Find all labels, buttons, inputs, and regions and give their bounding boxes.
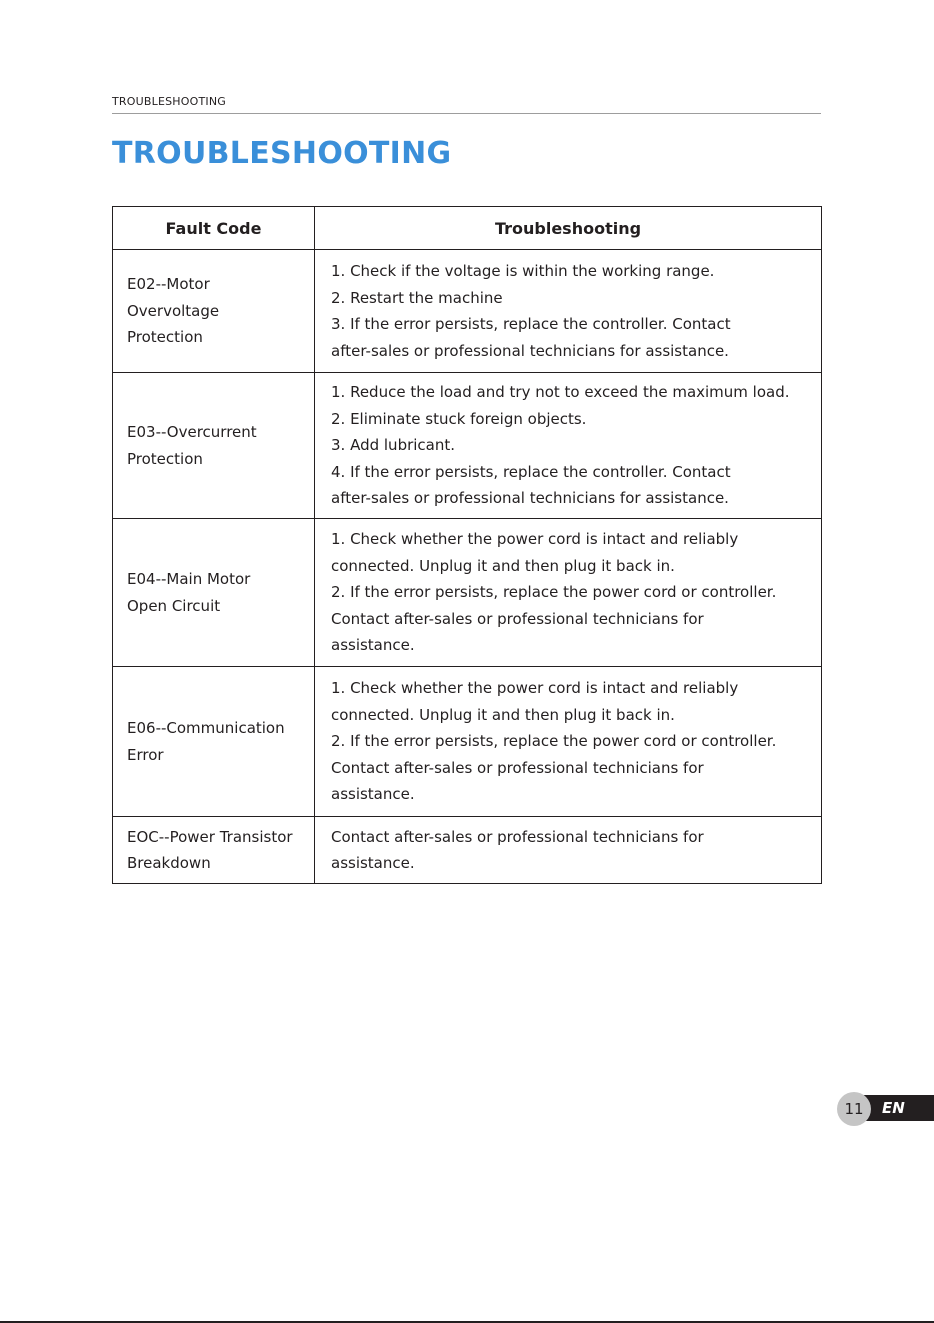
troubleshooting-cell: [315, 817, 822, 884]
fault-code-line: E03--Overcurrent: [127, 423, 257, 441]
fault-code-cell: [113, 519, 315, 667]
step-line: 2. If the error persists, replace the power cord or controller.: [331, 732, 777, 751]
step-line: after-sales or professional technicians for assistance.: [331, 341, 729, 360]
table-row: [113, 817, 822, 884]
fault-code-cell: [113, 250, 315, 373]
language-label: EN: [882, 1099, 905, 1117]
step-line: 3. If the error persists, replace the controller. Contact: [331, 315, 731, 333]
table-row: [113, 519, 822, 667]
step-line: after-sales or professional technicians for assistance.: [331, 489, 729, 508]
step-line: assistance.: [331, 636, 415, 655]
step-line: assistance.: [331, 854, 415, 872]
step-line: 2. Restart the machine: [331, 288, 503, 307]
fault-code-cell: [113, 373, 315, 519]
fault-code-line: Protection: [127, 328, 203, 347]
step-line: Contact after-sales or professional technicians for: [331, 758, 704, 777]
fault-code-line: Protection: [127, 449, 203, 468]
step-line: 2. If the error persists, replace the power cord or controller.: [331, 583, 777, 602]
page-title: TROUBLESHOOTING: [112, 136, 452, 171]
step-line: 2. Eliminate stuck foreign objects.: [331, 409, 587, 428]
column-header-fault-code: Fault Code: [113, 207, 315, 250]
step-line: 1. Check if the voltage is within the working range.: [331, 262, 715, 280]
step-line: connected. Unplug it and then plug it back in.: [331, 705, 675, 724]
step-line: connected. Unplug it and then plug it back in.: [331, 556, 675, 575]
fault-code-line: E02--Motor: [127, 275, 210, 294]
troubleshooting-cell: [315, 667, 822, 817]
fault-code-cell: [113, 667, 315, 817]
troubleshooting-table: [112, 206, 822, 884]
fault-code-line: Open Circuit: [127, 596, 221, 615]
step-line: 4. If the error persists, replace the controller. Contact: [331, 462, 731, 481]
step-line: 1. Reduce the load and try not to exceed the maximum load.: [331, 383, 790, 402]
fault-code-line: Overvoltage: [127, 301, 220, 320]
fault-code-line: E06--Communication: [127, 719, 285, 737]
running-header: TROUBLESHOOTING: [112, 95, 226, 108]
page-number-badge: 11: [837, 1092, 871, 1126]
fault-code-line: EOC--Power Transistor: [127, 827, 293, 846]
troubleshooting-cell: [315, 250, 822, 373]
column-header-troubleshooting: Troubleshooting: [315, 207, 822, 250]
troubleshooting-cell: [315, 373, 822, 519]
step-line: 3. Add lubricant.: [331, 436, 456, 455]
step-line: Contact after-sales or professional technicians for: [331, 827, 704, 846]
fault-code-line: E04--Main Motor: [127, 570, 251, 588]
step-line: 1. Check whether the power cord is intact and reliably: [331, 679, 739, 698]
fault-code-cell: [113, 817, 315, 884]
table-row: [113, 373, 822, 519]
fault-code-line: Error: [127, 745, 164, 764]
step-line: assistance.: [331, 785, 415, 804]
header-divider: [112, 113, 821, 114]
step-line: Contact after-sales or professional technicians for: [331, 609, 704, 628]
step-line: 1. Check whether the power cord is intact and reliably: [331, 530, 739, 549]
troubleshooting-cell: [315, 519, 822, 667]
table-header-row: [113, 207, 822, 250]
fault-code-line: Breakdown: [127, 854, 211, 872]
table-row: [113, 250, 822, 373]
table-row: [113, 667, 822, 817]
